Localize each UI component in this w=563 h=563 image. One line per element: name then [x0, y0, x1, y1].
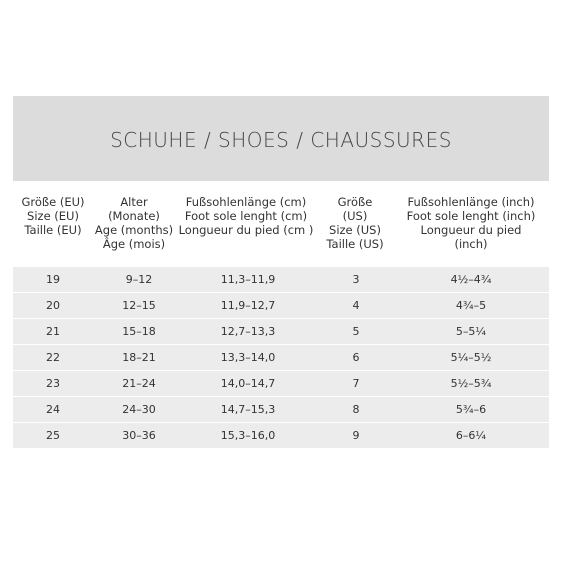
table-row — [13, 397, 549, 423]
cell-foot-inch: 4¾–5 — [455, 299, 487, 312]
cell-size-us: 4 — [352, 299, 360, 312]
cell-age: 24–30 — [122, 403, 156, 416]
table-row — [13, 371, 549, 397]
table-row — [13, 345, 549, 371]
cell-foot-cm: 14,0–14,7 — [220, 377, 276, 390]
table-body — [13, 267, 549, 449]
table-row — [13, 423, 549, 449]
header-age: Alter (Monate) Age (months) Âge (mois) — [94, 195, 174, 251]
title-band — [13, 96, 549, 181]
cell-foot-cm: 13,3–14,0 — [220, 351, 276, 364]
table-row — [13, 293, 549, 319]
cell-age: 12–15 — [122, 299, 156, 312]
cell-foot-inch: 5–5¼ — [455, 325, 487, 338]
cell-size-eu: 19 — [46, 273, 60, 286]
chart-title: SCHUHE / SHOES / CHAUSSURES — [110, 127, 452, 152]
table-row — [13, 319, 549, 345]
cell-size-us: 8 — [352, 403, 360, 416]
cell-foot-cm: 11,9–12,7 — [220, 299, 276, 312]
cell-foot-cm: 15,3–16,0 — [220, 429, 276, 442]
table-row — [13, 267, 549, 293]
header-size-eu: Größe (EU) Size (EU) Taille (EU) — [21, 195, 85, 237]
cell-age: 18–21 — [122, 351, 156, 364]
cell-age: 9–12 — [125, 273, 153, 286]
cell-size-eu: 25 — [46, 429, 60, 442]
cell-size-eu: 23 — [46, 377, 60, 390]
cell-age: 21–24 — [122, 377, 156, 390]
header-foot-length-cm: Fußsohlenlänge (cm) Foot sole lenght (cm) Longueur du pied (cm ) — [178, 195, 314, 237]
cell-size-us: 5 — [352, 325, 360, 338]
cell-foot-inch: 6–6¼ — [455, 429, 487, 442]
table-header — [13, 181, 549, 267]
cell-size-eu: 24 — [46, 403, 60, 416]
cell-foot-cm: 12,7–13,3 — [220, 325, 276, 338]
cell-size-us: 9 — [352, 429, 360, 442]
size-chart — [13, 96, 549, 449]
cell-age: 15–18 — [122, 325, 156, 338]
cell-foot-cm: 14,7–15,3 — [220, 403, 276, 416]
cell-size-eu: 21 — [46, 325, 60, 338]
cell-size-us: 7 — [352, 377, 360, 390]
cell-foot-inch: 5¼–5½ — [450, 351, 492, 364]
cell-size-us: 3 — [352, 273, 360, 286]
cell-size-eu: 20 — [46, 299, 60, 312]
cell-size-eu: 22 — [46, 351, 60, 364]
cell-foot-inch: 5½–5¾ — [450, 377, 492, 390]
header-size-us: Größe (US) Size (US) Taille (US) — [326, 195, 384, 251]
cell-size-us: 6 — [352, 351, 360, 364]
cell-age: 30–36 — [122, 429, 156, 442]
cell-foot-cm: 11,3–11,9 — [220, 273, 276, 286]
header-foot-length-inch: Fußsohlenlänge (inch) Foot sole lenght (inch) Longueur du pied (inch) — [406, 195, 536, 251]
cell-foot-inch: 5¾–6 — [455, 403, 487, 416]
cell-foot-inch: 4½–4¾ — [450, 273, 492, 286]
